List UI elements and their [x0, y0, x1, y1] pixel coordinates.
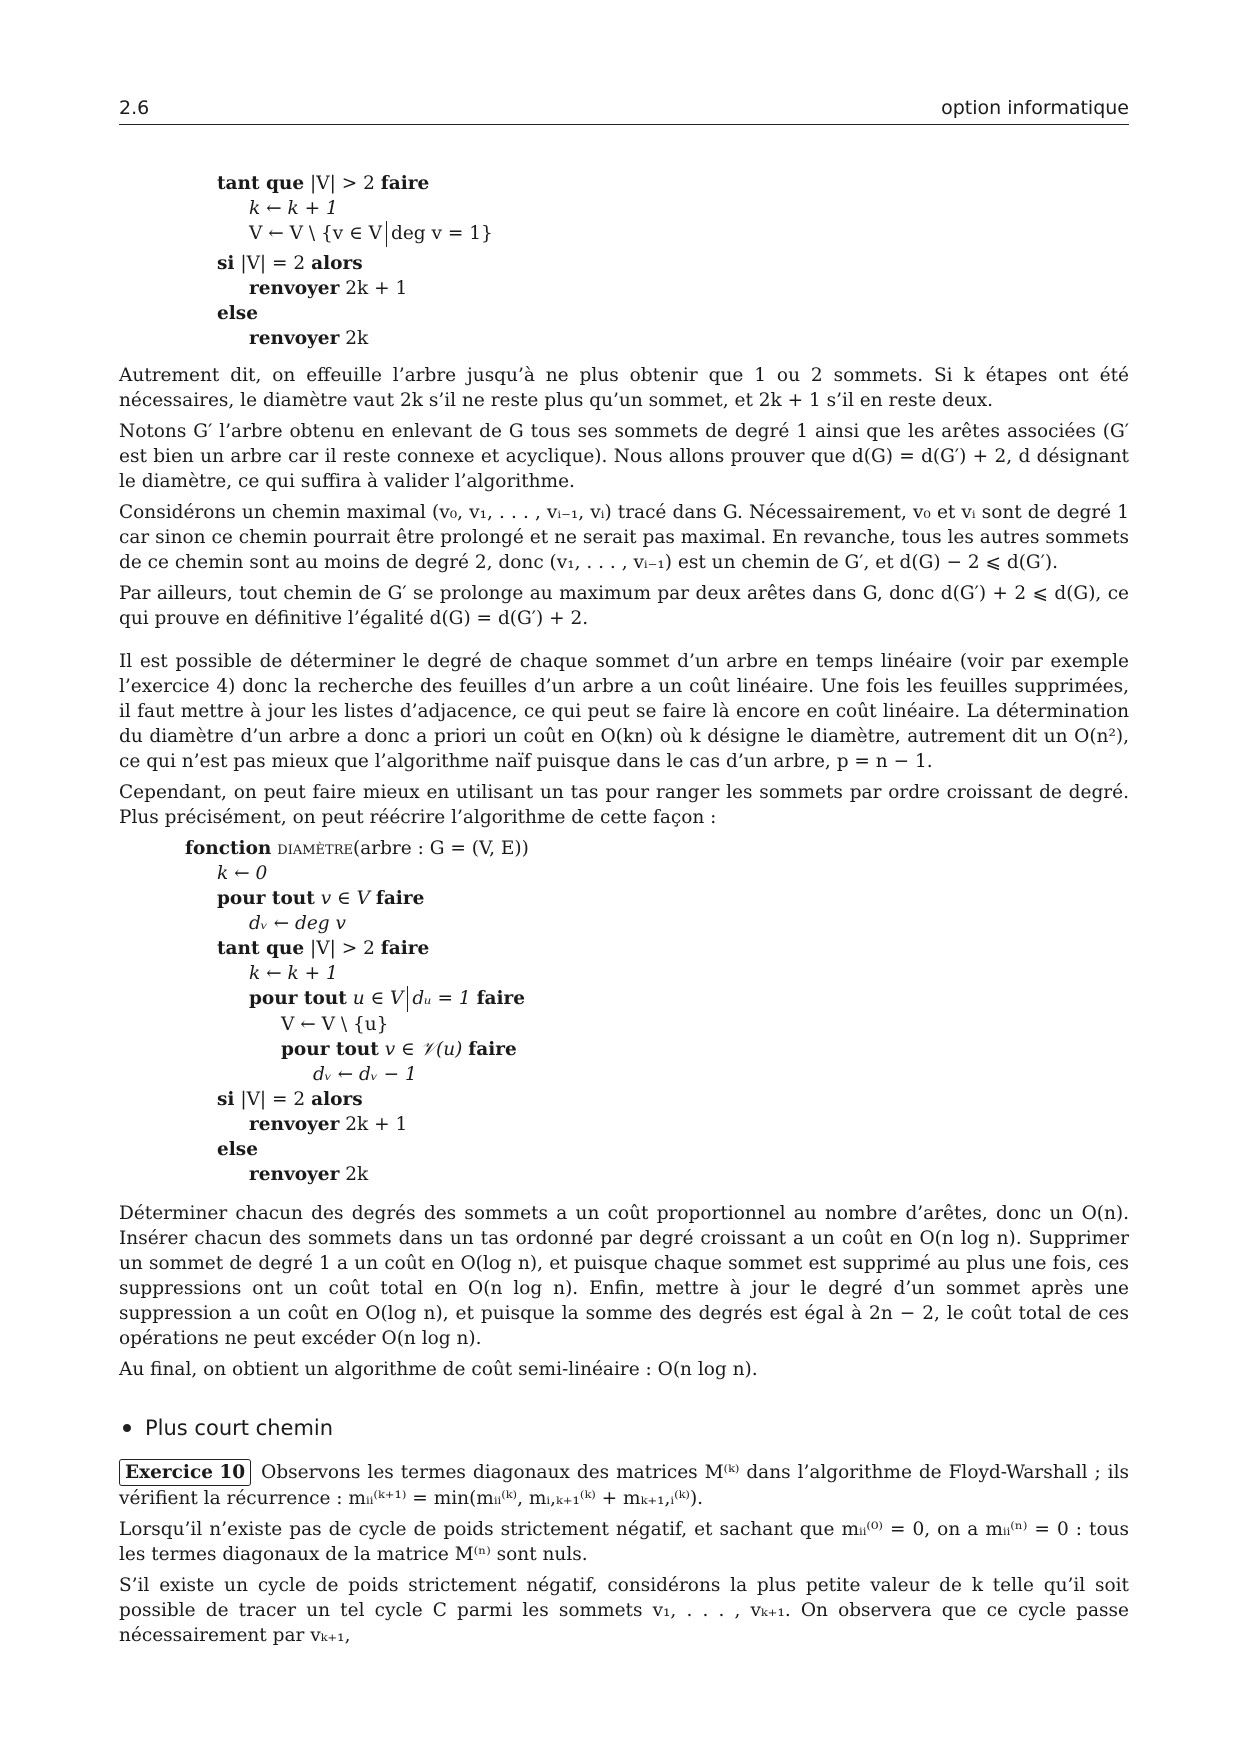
keyword: tant que [217, 938, 305, 959]
expr: |V| = 2 [240, 253, 306, 274]
keyword: pour tout [281, 1039, 379, 1060]
such-that-bar [386, 221, 387, 247]
expr: (arbre : G = (V, E)) [352, 838, 529, 859]
expr: k ← k + 1 [249, 963, 338, 984]
exercise-10 [119, 1459, 1129, 1648]
bullet-icon [123, 1424, 131, 1432]
such-that-bar [407, 986, 408, 1012]
expr: u ∈ V [352, 988, 404, 1009]
expr: deg v = 1} [391, 223, 493, 244]
expr: k ← 0 [217, 863, 268, 884]
algorithm-2 [119, 836, 1129, 1187]
keyword: alors [311, 1089, 363, 1110]
expr: dᵤ = 1 [412, 988, 471, 1009]
paragraph: Au final, on obtient un algorithme de coût semi-linéaire : O(n log n). [119, 1359, 758, 1380]
expr: 2k + 1 [345, 1114, 408, 1135]
expr: 2k [345, 328, 369, 349]
expr: v ∈ 𝒱(u) [384, 1039, 463, 1060]
paragraph: Par ailleurs, tout chemin de G′ se prolonge au maximum par deux arêtes dans G, donc d(G′) + 2 ⩽ d(G), ce qui prouve en définitive l’égalité d(G) = d(G′) + 2. [119, 583, 1129, 629]
keyword: faire [380, 173, 430, 194]
keyword: renvoyer [249, 278, 340, 299]
expr: |V| > 2 [310, 173, 375, 194]
keyword: faire [380, 938, 430, 959]
keyword: faire [476, 988, 526, 1009]
running-title: option informatique [941, 97, 1129, 119]
page [119, 96, 1129, 1654]
keyword: si [217, 253, 235, 274]
keyword: faire [468, 1039, 517, 1060]
keyword: alors [311, 253, 363, 274]
keyword: pour tout [217, 888, 315, 909]
expr: dᵥ ← deg v [249, 913, 346, 934]
paragraph: Lorsqu’il n’existe pas de cycle de poids strictement négatif, et sachant que mᵢᵢ⁽⁰⁾ = 0, on a mᵢᵢ⁽ⁿ⁾ = 0 : tous les termes diagonaux de la matrice M⁽ⁿ⁾ sont nuls. [119, 1519, 1129, 1565]
section-heading [119, 1416, 1129, 1441]
keyword: fonction [185, 838, 272, 859]
section-title: Plus court chemin [145, 1416, 334, 1440]
paragraph: Considérons un chemin maximal (v₀, v₁, . . . , vᵢ₋₁, vᵢ) tracé dans G. Nécessairement, v₀ et vᵢ sont de degré 1 car sinon ce chemin pourrait être prolongé et ne serait pas maximal. En revanche, tous les autres sommets de ce chemin sont au moins de degré 2, donc (v₁, . . . , vᵢ₋₁) est un chemin de G′, et d(G) − 2 ⩽ d(G′). [119, 502, 1129, 573]
page-header [119, 96, 1129, 125]
paragraph [119, 1459, 1129, 1511]
keyword: faire [375, 888, 425, 909]
algorithm-1 [119, 171, 1129, 351]
paragraph: Il est possible de déterminer le degré de chaque sommet d’un arbre en temps linéaire (voir par exemple l’exercice 4) donc la recherche des feuilles d’un arbre a un coût linéaire. Une fois les feuilles supprimées, il faut mettre à jour les listes d’adjacence, ce qui peut se faire là encore en coût linéaire. La détermination du diamètre d’un arbre a donc a priori un coût en O(kn) où k désigne le diamètre, autrement dit un O(n²), ce qui n’est pas mieux que l’algorithme naïf puisque dans le cas d’un arbre, p = n − 1. [119, 651, 1129, 772]
expr: 2k [345, 1164, 369, 1185]
paragraph: Déterminer chacun des degrés des sommets a un coût proportionnel au nombre d’arêtes, donc un O(n). Insérer chacun des sommets dans un tas ordonné par degré croissant a un coût en O(n log n). Supprimer un sommet de degré 1 a un coût en O(log n), et puisque chaque sommet est supprimé au plus une fois, ces suppressions ont un coût total en O(n log n). Enfin, mettre à jour le degré d’un sommet après une suppression a un coût en O(log n), et puisque la somme des degrés est égal à 2n − 2, le coût total de ces opérations ne peut excéder O(n log n). [119, 1203, 1129, 1349]
keyword: tant que [217, 173, 305, 194]
section-number: 2.6 [119, 97, 150, 119]
expr: v ∈ V [320, 888, 370, 909]
expr: |V| = 2 [240, 1089, 306, 1110]
keyword: renvoyer [249, 328, 340, 349]
expr: k ← k + 1 [249, 198, 338, 219]
keyword: else [217, 1139, 258, 1160]
expr: V ← V \ {v ∈ V [249, 223, 383, 244]
exercise-text: Observons les termes diagonaux des matrices M⁽ᵏ⁾ dans l’algorithme de Floyd-Warshall ; ils vérifient la récurrence : mᵢᵢ⁽ᵏ⁺¹⁾ = min(mᵢᵢ⁽ᵏ⁾, mᵢ,ₖ₊₁⁽ᵏ⁾ + mₖ₊₁,ᵢ⁽ᵏ⁾). [119, 1462, 1129, 1509]
keyword: else [217, 303, 258, 324]
expr: 2k + 1 [345, 278, 408, 299]
text-block-2 [119, 649, 1129, 830]
expr: V ← V \ {u} [281, 1014, 389, 1035]
text-block-3 [119, 1201, 1129, 1382]
paragraph: Notons G′ l’arbre obtenu en enlevant de G tous ses sommets de degré 1 ainsi que les arêtes associées (G′ est bien un arbre car il reste connexe et acyclique). Nous allons prouver que d(G) = d(G′) + 2, d désignant le diamètre, ce qui suffira à valider l’algorithme. [119, 421, 1129, 492]
paragraph: Cependant, on peut faire mieux en utilisant un tas pour ranger les sommets par ordre croissant de degré. Plus précisément, on peut réécrire l’algorithme de cette façon : [119, 782, 1129, 828]
text-block-1 [119, 363, 1129, 631]
paragraph: S’il existe un cycle de poids strictement négatif, considérons la plus petite valeur de k telle qu’il soit possible de tracer un tel cycle C parmi les sommets v₁, . . . , vₖ₊₁. On observera que ce cycle passe nécessairement par vₖ₊₁, [119, 1575, 1129, 1646]
function-name: diamètre [277, 838, 353, 859]
keyword: pour tout [249, 988, 347, 1009]
keyword: si [217, 1089, 235, 1110]
keyword: renvoyer [249, 1164, 340, 1185]
keyword: renvoyer [249, 1114, 340, 1135]
expr: dᵥ ← dᵥ − 1 [313, 1064, 417, 1085]
paragraph: Autrement dit, on effeuille l’arbre jusqu’à ne plus obtenir que 1 ou 2 sommets. Si k étapes ont été nécessaires, le diamètre vaut 2k s’il ne reste plus qu’un sommet, et 2k + 1 s’il en reste deux. [119, 365, 1129, 411]
expr: |V| > 2 [310, 938, 375, 959]
exercise-label: Exercice 10 [119, 1459, 251, 1486]
